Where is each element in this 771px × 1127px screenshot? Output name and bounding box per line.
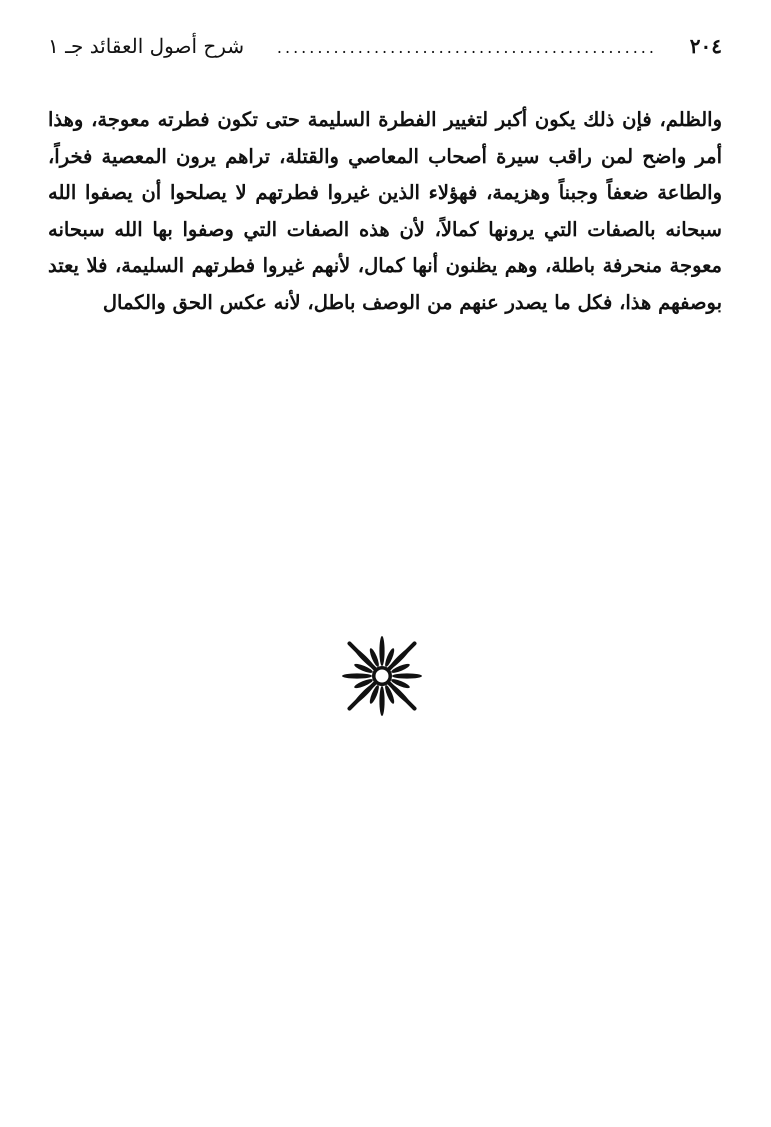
- header-leader-dots: ...............................................: [276, 38, 657, 57]
- page-number: ٢٠٤: [689, 34, 722, 58]
- ornament-petal-ray: [342, 673, 372, 678]
- ornament-petal-ray: [379, 636, 384, 666]
- text-line: والطاعة ضعفاً وجبناً وهزيمة، فهؤلاء الذين غيروا فطرتهم لا يصلحوا أن يصفوا الله: [48, 181, 722, 204]
- running-title: شرح أصول العقائد جـ ١: [48, 34, 245, 58]
- page-header: [48, 34, 722, 64]
- starburst-ornament-icon: [334, 628, 430, 724]
- text-line: معوجة منحرفة باطلة، وهم يظنون أنها كمال، لأنهم غيروا فطرتهم السليمة، فلا يعتد: [48, 254, 722, 277]
- ornament-petal-ray: [392, 673, 422, 678]
- body-paragraph: [48, 102, 722, 321]
- text-line: بوصفهم هذا، فكل ما يصدر عنهم من الوصف باطل، لأنه عكس الحق والكمال: [102, 290, 722, 314]
- text-line: والظلم، فإن ذلك يكون أكبر لتغيير الفطرة السليمة حتى تكون فطرته معوجة، وهذا: [48, 108, 722, 131]
- ornament-petal-ray: [379, 686, 384, 716]
- text-line: أمر واضح لمن راقب سيرة أصحاب المعاصي والقتلة، تراهم يرون المعصية فخراً،: [48, 144, 722, 168]
- text-line: سبحانه بالصفات التي يرونها كمالاً، لأن هذه الصفات التي وصفوا بها الله سبحانه: [48, 217, 722, 241]
